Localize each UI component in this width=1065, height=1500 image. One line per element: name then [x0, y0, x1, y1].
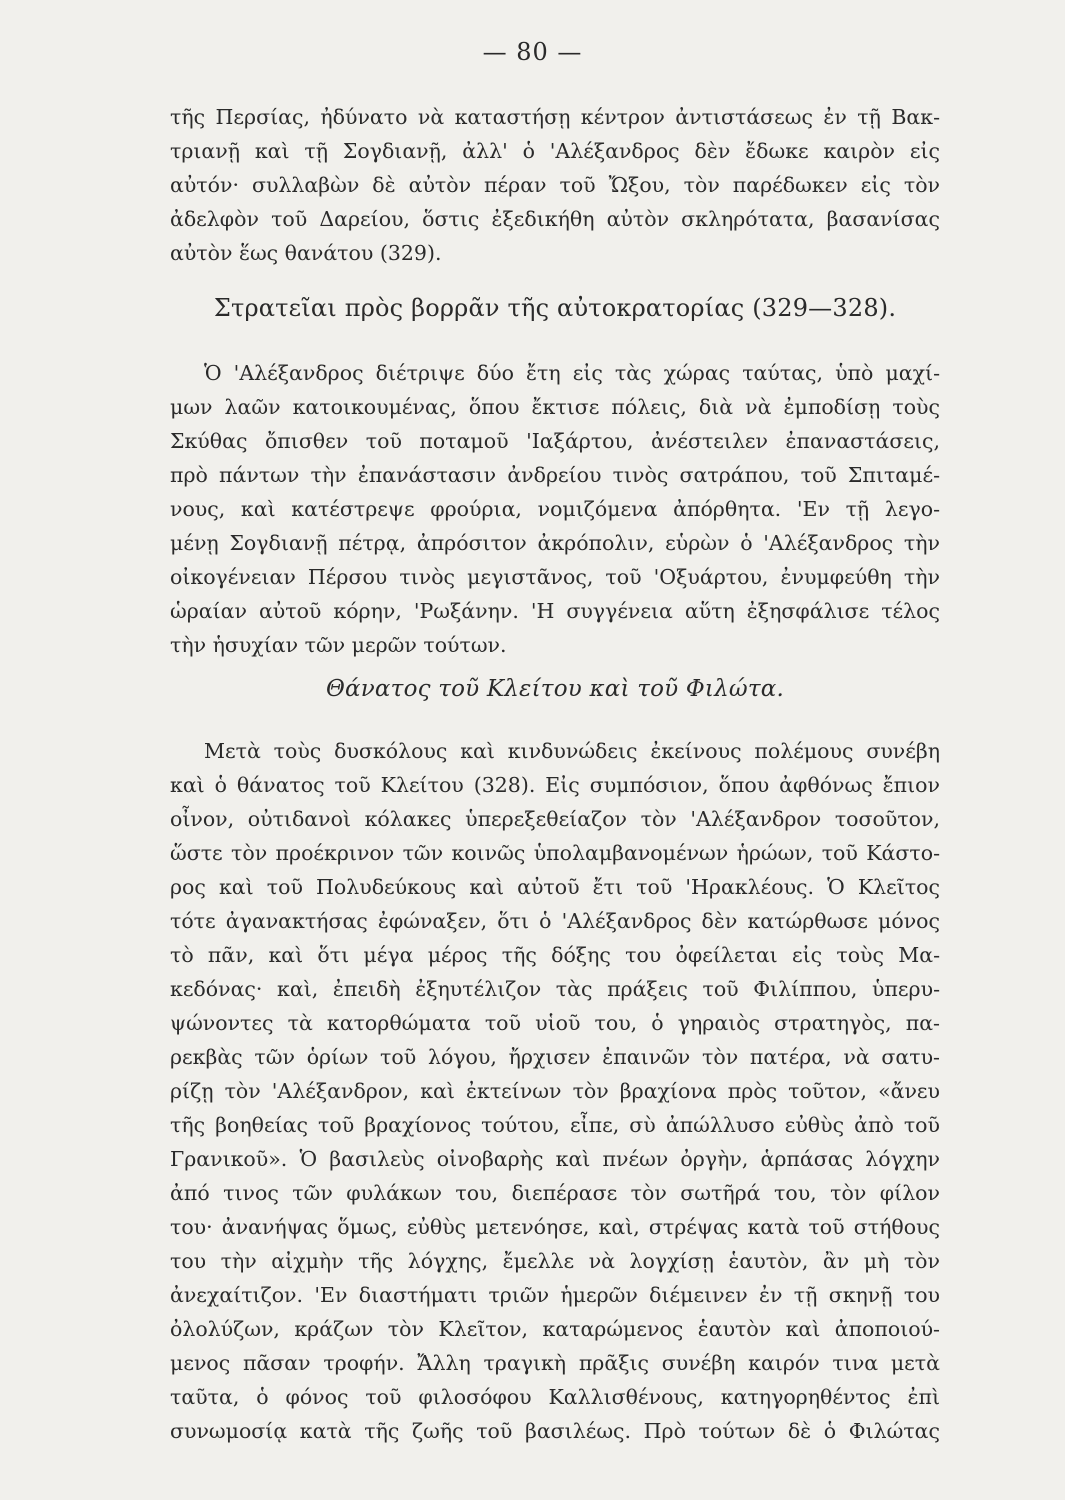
text-line: ταῦτα, ὁ φόνος τοῦ φιλοσόφου Καλλισθένους, κατηγορηθέντος ἐπὶ — [170, 1385, 940, 1409]
paragraph-3 — [170, 734, 940, 1448]
text-line: ψώνοντες τὰ κατορθώματα τοῦ υἱοῦ του, ὁ γηραιὸς στρατηγὸς, πα- — [170, 1011, 940, 1035]
text-line: ρος καὶ τοῦ Πολυδεύκους καὶ αὐτοῦ ἔτι τοῦ 'Ηρακλέους. Ὁ Κλεῖτος — [170, 875, 940, 899]
paragraph-1 — [170, 100, 940, 270]
text-line: ἀνεχαίτιζον. 'Εν διαστήματι τριῶν ἡμερῶν διέμεινεν ἐν τῇ σκηνῇ του — [170, 1283, 940, 1307]
text-line: ἀπό τινος τῶν φυλάκων του, διεπέρασε τὸν σωτῆρά του, τὸν φίλον — [170, 1181, 940, 1205]
text-line: τότε ἀγανακτήσας ἐφώναξεν, ὅτι ὁ 'Αλέξανδρος δὲν κατώρθωσε μόνος — [170, 909, 940, 933]
text-line: τῆς βοηθείας τοῦ βραχίονος τούτου, εἶπε, σὺ ἀπώλλυσο εὐθὺς ἀπὸ τοῦ — [170, 1113, 940, 1137]
text-line: τὸ πᾶν, καὶ ὅτι μέγα μέρος τῆς δόξης του ὀφείλεται εἰς τοὺς Μα- — [170, 943, 940, 967]
text-line: ὡραίαν αὐτοῦ κόρην, 'Ρωξάνην. 'Η συγγένεια αὕτη ἐξησφάλισε τέλος — [170, 599, 940, 623]
text-line: μων λαῶν κατοικουμένας, ὅπου ἔκτισε πόλεις, διὰ νὰ ἐμποδίσῃ τοὺς — [170, 395, 940, 419]
text-line: Μετὰ τοὺς δυσκόλους καὶ κινδυνώδεις ἐκείνους πολέμους συνέβη — [204, 739, 940, 763]
text-line: του· ἀνανήψας ὅμως, εὐθὺς μετενόησε, καὶ, στρέψας κατὰ τοῦ στήθους — [170, 1215, 940, 1239]
text-line: ὀλολύζων, κράζων τὸν Κλεῖτον, καταρώμενος ἑαυτὸν καὶ ἀποποιού- — [170, 1317, 940, 1341]
text-line: αὐτόν· συλλαβὼν δὲ αὐτὸν πέραν τοῦ Ὤξου, τὸν παρέδωκεν εἰς τὸν — [170, 173, 940, 197]
text-line: ὥστε τὸν προέκρινον τῶν κοινῶς ὑπολαμβανομένων ἡρώων, τοῦ Κάστο- — [170, 841, 940, 865]
text-line: αὐτὸν ἕως θανάτου (329). — [170, 241, 442, 265]
text-line: μενος πᾶσαν τροφήν. Ἄλλη τραγικὴ πρᾶξις συνέβη καιρόν τινα μετὰ — [170, 1351, 940, 1375]
section-heading-death-of-cleitus: Θάνατος τοῦ Κλείτου καὶ τοῦ Φιλώτα. — [325, 676, 785, 702]
text-line: του τὴν αἰχμὴν τῆς λόγχης, ἔμελλε νὰ λογχίσῃ ἑαυτὸν, ἂν μὴ τὸν — [170, 1249, 940, 1273]
page-number: — 80 — — [482, 38, 583, 66]
text-line: κεδόνας· καὶ, ἐπειδὴ ἐξηυτέλιζον τὰς πράξεις τοῦ Φιλίππου, ὑπερυ- — [170, 977, 940, 1001]
text-line: τριανῇ καὶ τῇ Σογδιανῇ, ἀλλ' ὁ 'Αλέξανδρος δὲν ἔδωκε καιρὸν εἰς — [170, 139, 940, 163]
text-line: καὶ ὁ θάνατος τοῦ Κλείτου (328). Εἰς συμπόσιον, ὅπου ἀφθόνως ἔπιον — [170, 773, 940, 797]
text-line: μένῃ Σογδιανῇ πέτρᾳ, ἀπρόσιτον ἀκρόπολιν, εὑρὼν ὁ 'Αλέξανδρος τὴν — [170, 531, 940, 555]
text-line: τὴν ἡσυχίαν τῶν μερῶν τούτων. — [170, 633, 507, 657]
text-line: ἀδελφὸν τοῦ Δαρείου, ὅστις ἐξεδικήθη αὐτὸν σκληρότατα, βασανίσας — [170, 207, 940, 231]
text-line: συνωμοσίᾳ κατὰ τῆς ζωῆς τοῦ βασιλέως. Πρὸ τούτων δὲ ὁ Φιλώτας — [170, 1419, 940, 1443]
text-line: ρεκβὰς τῶν ὁρίων τοῦ λόγου, ἤρχισεν ἐπαινῶν τὸν πατέρα, νὰ σατυ- — [170, 1045, 940, 1069]
text-line: ρίζῃ τὸν 'Αλέξανδρον, καὶ ἐκτείνων τὸν βραχίονα πρὸς τοῦτον, «ἄνευ — [170, 1079, 940, 1103]
text-line: οἶνον, οὐτιδανοὶ κόλακες ὑπερεξεθείαζον τὸν 'Αλέξανδρον τοσοῦτον, — [170, 807, 940, 831]
text-line: νους, καὶ κατέστρεψε φρούρια, νομιζόμενα ἀπόρθητα. 'Εν τῇ λεγο- — [170, 497, 940, 521]
text-line: τῆς Περσίας, ἠδύνατο νὰ καταστήσῃ κέντρον ἀντιστάσεως ἐν τῇ Βακ- — [170, 105, 940, 129]
text-line: Γρανικοῦ». Ὁ βασιλεὺς οἰνοβαρὴς καὶ πνέων ὀργὴν, ἁρπάσας λόγχην — [170, 1147, 940, 1171]
text-line: οἰκογένειαν Πέρσου τινὸς μεγιστᾶνος, τοῦ 'Οξυάρτου, ἐνυμφεύθη τὴν — [170, 565, 940, 589]
section-heading-campaigns: Στρατεῖαι πρὸς βορρᾶν τῆς αὐτοκρατορίας (329—328). — [213, 294, 897, 322]
text-line: Ὁ 'Αλέξανδρος διέτριψε δύο ἔτη εἰς τὰς χώρας ταύτας, ὑπὸ μαχί- — [204, 361, 940, 385]
text-line: Σκύθας ὄπισθεν τοῦ ποταμοῦ 'Ιαξάρτου, ἀνέστειλεν ἐπαναστάσεις, — [170, 429, 940, 453]
paragraph-2 — [170, 356, 940, 662]
text-line: πρὸ πάντων τὴν ἐπανάστασιν ἀνδρείου τινὸς σατράπου, τοῦ Σπιταμέ- — [170, 463, 940, 487]
